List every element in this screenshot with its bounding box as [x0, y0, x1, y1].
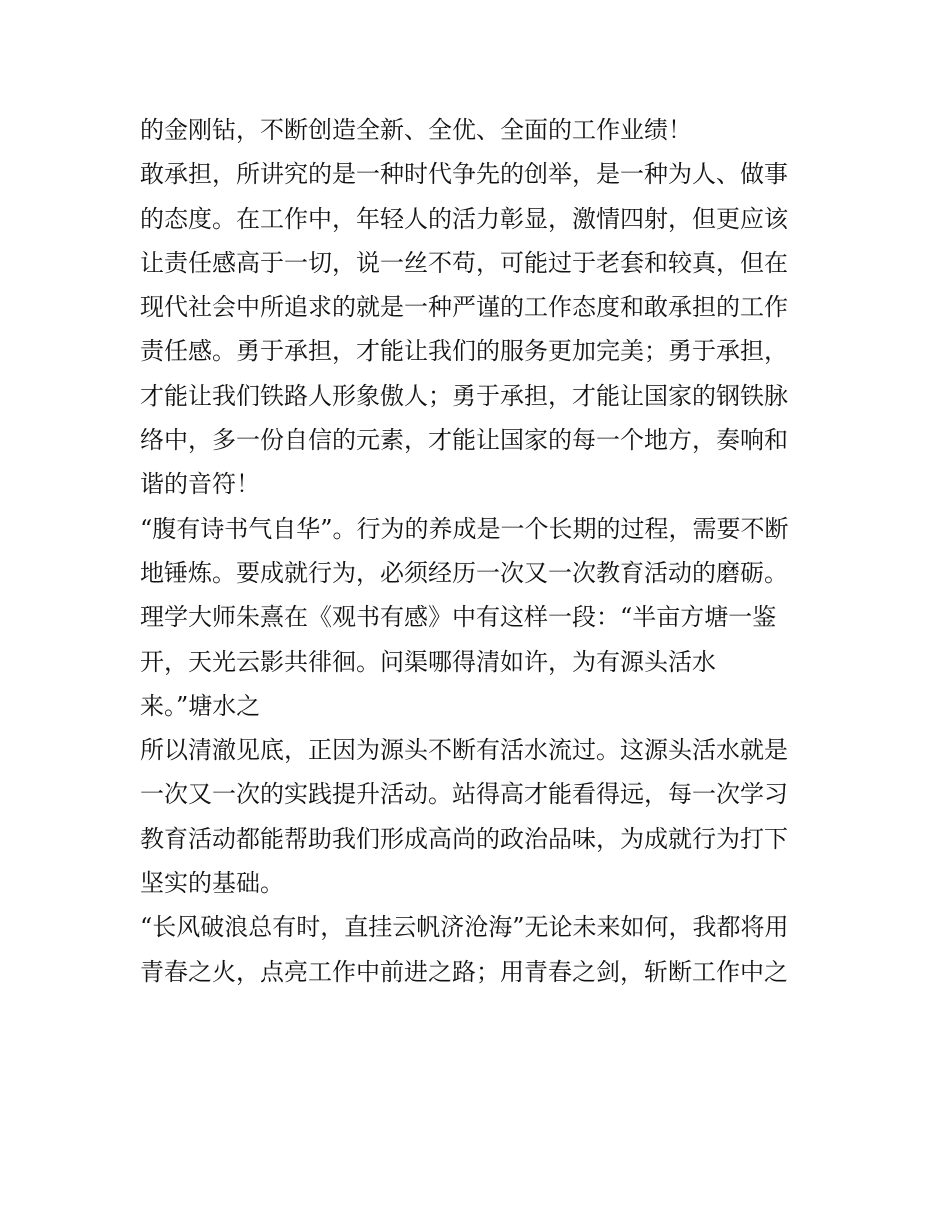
text-line: 所以清澈见底，正因为源头不断有活水流过。这源头活水就是 [140, 736, 788, 765]
document-body [140, 108, 820, 994]
text-line: “腹有诗书气自华”。行为的养成是一个长期的过程，需要不断 [140, 514, 789, 543]
text-line: 青春之火，点亮工作中前进之路；用青春之剑，斩断工作中之 [140, 957, 788, 986]
text-line: 敢承担，所讲究的是一种时代争先的创举，是一种为人、做事 [140, 160, 788, 189]
text-line: 来。”塘水之 [140, 691, 261, 720]
text-line: 理学大师朱熹在《观书有感》中有这样一段：“半亩方塘一鉴 [140, 603, 777, 632]
text-line: 现代社会中所追求的就是一种严谨的工作态度和敢承担的工作 [140, 293, 788, 322]
text-line: 的态度。在工作中，年轻人的活力彰显，激情四射，但更应该 [140, 204, 788, 233]
text-line: 坚实的基础。 [140, 869, 284, 898]
text-line: 责任感。勇于承担，才能让我们的服务更加完美；勇于承担， [140, 337, 788, 366]
text-line: 教育活动都能帮助我们形成高尚的政治品味，为成就行为打下 [140, 824, 788, 853]
text-line: 开，天光云影共徘徊。问渠哪得清如许，为有源头活水 [140, 647, 716, 676]
text-line: 的金刚钻，不断创造全新、全优、全面的工作业绩！ [140, 116, 692, 144]
text-line: 才能让我们铁路人形象傲人；勇于承担，才能让国家的钢铁脉 [140, 381, 788, 410]
text-line: 谐的音符！ [140, 470, 260, 499]
text-line: 络中，多一份自信的元素，才能让国家的每一个地方，奏响和 [140, 426, 788, 455]
text-line: 地锤炼。要成就行为，必须经历一次又一次教育活动的磨砺。 [140, 558, 788, 587]
text-line: 让责任感高于一切，说一丝不苟，可能过于老套和较真，但在 [140, 248, 788, 277]
text-line: “长风破浪总有时，直挂云帆济沧海”无论未来如何，我都将用 [140, 913, 789, 942]
text-line: 一次又一次的实践提升活动。站得高才能看得远，每一次学习 [140, 780, 788, 809]
